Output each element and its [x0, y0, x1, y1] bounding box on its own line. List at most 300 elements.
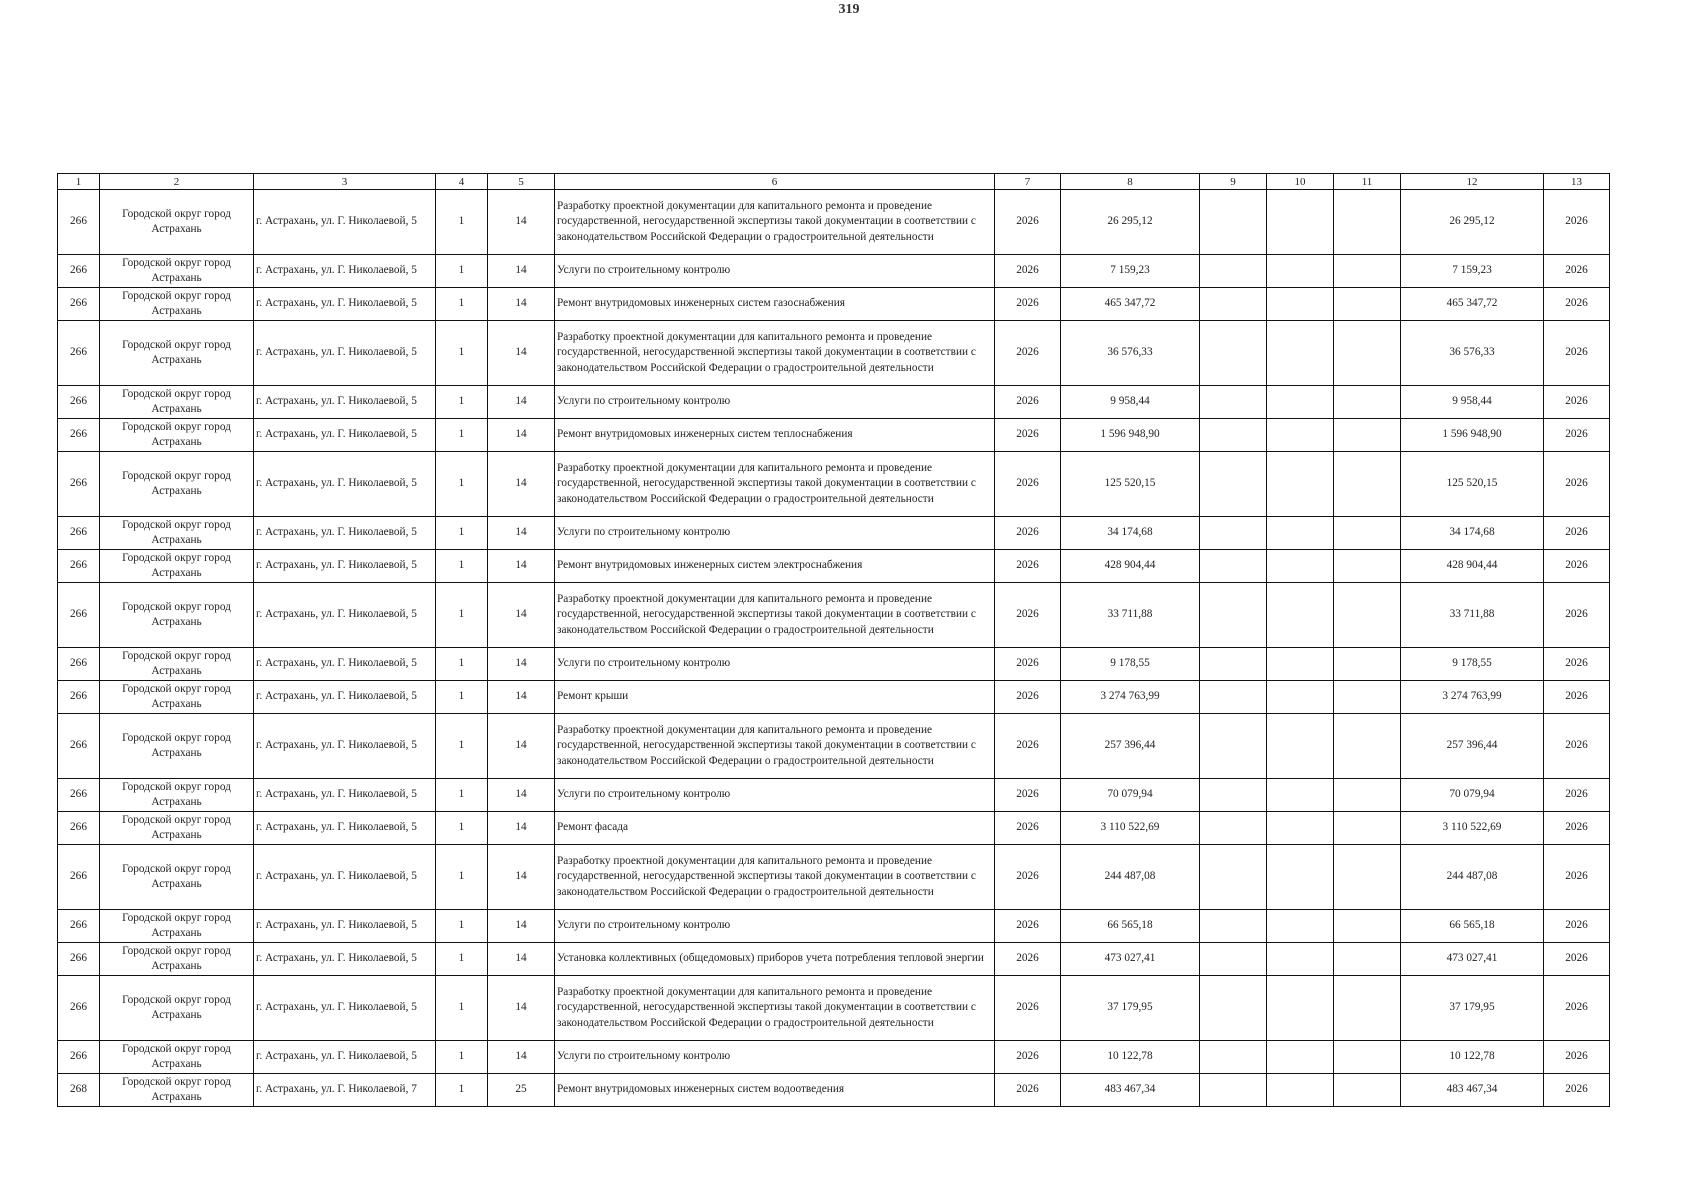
completion-year-cell: 2026	[1544, 943, 1610, 976]
col5-cell: 14	[488, 255, 555, 288]
work-type-cell: Услуги по строительному контролю	[555, 1041, 995, 1074]
row-number: 266	[58, 812, 100, 845]
column-number-1: 1	[58, 174, 100, 190]
col5-cell: 14	[488, 550, 555, 583]
cost-cell: 257 396,44	[1061, 714, 1200, 779]
year-cell: 2026	[995, 1074, 1061, 1107]
municipality-cell: Городской округ город Астрахань	[100, 190, 254, 255]
col11-cell	[1334, 648, 1401, 681]
cost-cell: 1 596 948,90	[1061, 419, 1200, 452]
col11-cell	[1334, 910, 1401, 943]
col4-cell: 1	[436, 288, 488, 321]
col5-cell: 25	[488, 1074, 555, 1107]
col5-cell: 14	[488, 517, 555, 550]
municipality-cell: Городской округ город Астрахань	[100, 943, 254, 976]
col5-cell: 14	[488, 845, 555, 910]
table-row	[58, 1074, 1610, 1107]
year-cell: 2026	[995, 976, 1061, 1041]
municipality-cell: Городской округ город Астрахань	[100, 288, 254, 321]
col4-cell: 1	[436, 419, 488, 452]
completion-year-cell: 2026	[1544, 976, 1610, 1041]
table-body	[58, 190, 1610, 1107]
col10-cell	[1267, 910, 1334, 943]
table-row	[58, 812, 1610, 845]
col4-cell: 1	[436, 976, 488, 1041]
municipality-cell: Городской округ город Астрахань	[100, 1074, 254, 1107]
municipality-cell: Городской округ город Астрахань	[100, 255, 254, 288]
cost-cell: 465 347,72	[1061, 288, 1200, 321]
col9-cell	[1200, 1074, 1267, 1107]
col11-cell	[1334, 386, 1401, 419]
col10-cell	[1267, 583, 1334, 648]
total-cost-cell: 34 174,68	[1401, 517, 1544, 550]
col4-cell: 1	[436, 452, 488, 517]
column-number-4: 4	[436, 174, 488, 190]
col11-cell	[1334, 288, 1401, 321]
year-cell: 2026	[995, 255, 1061, 288]
table-row	[58, 648, 1610, 681]
municipality-cell: Городской округ город Астрахань	[100, 910, 254, 943]
completion-year-cell: 2026	[1544, 550, 1610, 583]
completion-year-cell: 2026	[1544, 321, 1610, 386]
col9-cell	[1200, 452, 1267, 517]
completion-year-cell: 2026	[1544, 1074, 1610, 1107]
row-number: 268	[58, 1074, 100, 1107]
col9-cell	[1200, 812, 1267, 845]
col10-cell	[1267, 550, 1334, 583]
col10-cell	[1267, 288, 1334, 321]
col10-cell	[1267, 386, 1334, 419]
col5-cell: 14	[488, 648, 555, 681]
work-type-cell: Разработку проектной документации для капитального ремонта и проведение государственной, негосударственной экспертизы такой документации в соответствии с законодательством Российской Федерации о градостроительной деятельности	[555, 976, 995, 1041]
work-type-cell: Разработку проектной документации для капитального ремонта и проведение государственной, негосударственной экспертизы такой документации в соответствии с законодательством Российской Федерации о градостроительной деятельности	[555, 452, 995, 517]
table-row	[58, 452, 1610, 517]
address-cell: г. Астрахань, ул. Г. Николаевой, 5	[254, 288, 436, 321]
col9-cell	[1200, 288, 1267, 321]
row-number: 266	[58, 517, 100, 550]
col10-cell	[1267, 648, 1334, 681]
col10-cell	[1267, 1041, 1334, 1074]
work-type-cell: Услуги по строительному контролю	[555, 255, 995, 288]
row-number: 266	[58, 288, 100, 321]
col5-cell: 14	[488, 452, 555, 517]
col11-cell	[1334, 714, 1401, 779]
completion-year-cell: 2026	[1544, 288, 1610, 321]
completion-year-cell: 2026	[1544, 517, 1610, 550]
col10-cell	[1267, 255, 1334, 288]
address-cell: г. Астрахань, ул. Г. Николаевой, 5	[254, 943, 436, 976]
col5-cell: 14	[488, 681, 555, 714]
year-cell: 2026	[995, 648, 1061, 681]
work-type-cell: Разработку проектной документации для капитального ремонта и проведение государственной, негосударственной экспертизы такой документации в соответствии с законодательством Российской Федерации о градостроительной деятельности	[555, 321, 995, 386]
municipality-cell: Городской округ город Астрахань	[100, 583, 254, 648]
address-cell: г. Астрахань, ул. Г. Николаевой, 5	[254, 812, 436, 845]
municipality-cell: Городской округ город Астрахань	[100, 386, 254, 419]
table-row	[58, 910, 1610, 943]
page-number: 319	[838, 2, 860, 17]
col5-cell: 14	[488, 288, 555, 321]
col4-cell: 1	[436, 943, 488, 976]
work-type-cell: Услуги по строительному контролю	[555, 779, 995, 812]
col11-cell	[1334, 845, 1401, 910]
cost-cell: 26 295,12	[1061, 190, 1200, 255]
cost-cell: 34 174,68	[1061, 517, 1200, 550]
table-row	[58, 779, 1610, 812]
year-cell: 2026	[995, 190, 1061, 255]
col5-cell: 14	[488, 779, 555, 812]
work-type-cell: Услуги по строительному контролю	[555, 910, 995, 943]
completion-year-cell: 2026	[1544, 845, 1610, 910]
address-cell: г. Астрахань, ул. Г. Николаевой, 5	[254, 910, 436, 943]
year-cell: 2026	[995, 452, 1061, 517]
cost-cell: 428 904,44	[1061, 550, 1200, 583]
cost-cell: 37 179,95	[1061, 976, 1200, 1041]
col4-cell: 1	[436, 190, 488, 255]
work-type-cell: Ремонт внутридомовых инженерных систем газоснабжения	[555, 288, 995, 321]
table-row	[58, 386, 1610, 419]
col11-cell	[1334, 550, 1401, 583]
col4-cell: 1	[436, 1074, 488, 1107]
col5-cell: 14	[488, 943, 555, 976]
address-cell: г. Астрахань, ул. Г. Николаевой, 5	[254, 419, 436, 452]
table-row	[58, 517, 1610, 550]
row-number: 266	[58, 648, 100, 681]
col10-cell	[1267, 976, 1334, 1041]
work-type-cell: Установка коллективных (общедомовых) приборов учета потребления тепловой энергии	[555, 943, 995, 976]
table-row	[58, 550, 1610, 583]
completion-year-cell: 2026	[1544, 648, 1610, 681]
address-cell: г. Астрахань, ул. Г. Николаевой, 5	[254, 779, 436, 812]
table-row	[58, 321, 1610, 386]
address-cell: г. Астрахань, ул. Г. Николаевой, 5	[254, 845, 436, 910]
row-number: 266	[58, 452, 100, 517]
address-cell: г. Астрахань, ул. Г. Николаевой, 5	[254, 583, 436, 648]
municipality-cell: Городской округ город Астрахань	[100, 321, 254, 386]
row-number: 266	[58, 681, 100, 714]
col10-cell	[1267, 190, 1334, 255]
work-type-cell: Услуги по строительному контролю	[555, 648, 995, 681]
col4-cell: 1	[436, 910, 488, 943]
col11-cell	[1334, 976, 1401, 1041]
col9-cell	[1200, 648, 1267, 681]
municipality-cell: Городской округ город Астрахань	[100, 419, 254, 452]
year-cell: 2026	[995, 419, 1061, 452]
total-cost-cell: 3 274 763,99	[1401, 681, 1544, 714]
col11-cell	[1334, 419, 1401, 452]
col5-cell: 14	[488, 419, 555, 452]
total-cost-cell: 37 179,95	[1401, 976, 1544, 1041]
col9-cell	[1200, 550, 1267, 583]
completion-year-cell: 2026	[1544, 386, 1610, 419]
col11-cell	[1334, 812, 1401, 845]
col4-cell: 1	[436, 386, 488, 419]
work-type-cell: Услуги по строительному контролю	[555, 386, 995, 419]
table-row	[58, 943, 1610, 976]
table-row	[58, 681, 1610, 714]
column-number-13: 13	[1544, 174, 1610, 190]
year-cell: 2026	[995, 288, 1061, 321]
address-cell: г. Астрахань, ул. Г. Николаевой, 5	[254, 648, 436, 681]
work-type-cell: Разработку проектной документации для капитального ремонта и проведение государственной, негосударственной экспертизы такой документации в соответствии с законодательством Российской Федерации о градостроительной деятельности	[555, 583, 995, 648]
cost-cell: 244 487,08	[1061, 845, 1200, 910]
year-cell: 2026	[995, 910, 1061, 943]
total-cost-cell: 244 487,08	[1401, 845, 1544, 910]
row-number: 266	[58, 976, 100, 1041]
row-number: 266	[58, 419, 100, 452]
col9-cell	[1200, 386, 1267, 419]
table-row	[58, 255, 1610, 288]
table-row	[58, 845, 1610, 910]
year-cell: 2026	[995, 550, 1061, 583]
col10-cell	[1267, 321, 1334, 386]
total-cost-cell: 66 565,18	[1401, 910, 1544, 943]
total-cost-cell: 7 159,23	[1401, 255, 1544, 288]
work-type-cell: Ремонт внутридомовых инженерных систем электроснабжения	[555, 550, 995, 583]
col11-cell	[1334, 779, 1401, 812]
year-cell: 2026	[995, 845, 1061, 910]
municipality-cell: Городской округ город Астрахань	[100, 452, 254, 517]
cost-cell: 33 711,88	[1061, 583, 1200, 648]
col5-cell: 14	[488, 583, 555, 648]
municipality-cell: Городской округ город Астрахань	[100, 550, 254, 583]
cost-cell: 9 958,44	[1061, 386, 1200, 419]
row-number: 266	[58, 910, 100, 943]
row-number: 266	[58, 550, 100, 583]
col9-cell	[1200, 714, 1267, 779]
col9-cell	[1200, 419, 1267, 452]
cost-cell: 9 178,55	[1061, 648, 1200, 681]
year-cell: 2026	[995, 1041, 1061, 1074]
completion-year-cell: 2026	[1544, 419, 1610, 452]
col10-cell	[1267, 1074, 1334, 1107]
municipality-cell: Городской округ город Астрахань	[100, 517, 254, 550]
completion-year-cell: 2026	[1544, 714, 1610, 779]
col4-cell: 1	[436, 779, 488, 812]
table-row	[58, 288, 1610, 321]
total-cost-cell: 10 122,78	[1401, 1041, 1544, 1074]
year-cell: 2026	[995, 812, 1061, 845]
col9-cell	[1200, 681, 1267, 714]
total-cost-cell: 125 520,15	[1401, 452, 1544, 517]
year-cell: 2026	[995, 779, 1061, 812]
column-number-8: 8	[1061, 174, 1200, 190]
col10-cell	[1267, 681, 1334, 714]
cost-cell: 3 274 763,99	[1061, 681, 1200, 714]
year-cell: 2026	[995, 321, 1061, 386]
total-cost-cell: 483 467,34	[1401, 1074, 1544, 1107]
col9-cell	[1200, 910, 1267, 943]
cost-cell: 3 110 522,69	[1061, 812, 1200, 845]
cost-cell: 483 467,34	[1061, 1074, 1200, 1107]
col5-cell: 14	[488, 812, 555, 845]
work-type-cell: Ремонт фасада	[555, 812, 995, 845]
total-cost-cell: 9 178,55	[1401, 648, 1544, 681]
row-number: 266	[58, 943, 100, 976]
address-cell: г. Астрахань, ул. Г. Николаевой, 5	[254, 190, 436, 255]
completion-year-cell: 2026	[1544, 910, 1610, 943]
col5-cell: 14	[488, 714, 555, 779]
year-cell: 2026	[995, 943, 1061, 976]
row-number: 266	[58, 386, 100, 419]
col9-cell	[1200, 517, 1267, 550]
col11-cell	[1334, 517, 1401, 550]
col10-cell	[1267, 714, 1334, 779]
completion-year-cell: 2026	[1544, 681, 1610, 714]
address-cell: г. Астрахань, ул. Г. Николаевой, 5	[254, 714, 436, 779]
row-number: 266	[58, 321, 100, 386]
work-type-cell: Ремонт внутридомовых инженерных систем теплоснабжения	[555, 419, 995, 452]
column-number-9: 9	[1200, 174, 1267, 190]
total-cost-cell: 26 295,12	[1401, 190, 1544, 255]
col9-cell	[1200, 190, 1267, 255]
work-type-cell: Разработку проектной документации для капитального ремонта и проведение государственной, негосударственной экспертизы такой документации в соответствии с законодательством Российской Федерации о градостроительной деятельности	[555, 714, 995, 779]
col11-cell	[1334, 1074, 1401, 1107]
col11-cell	[1334, 583, 1401, 648]
column-number-12: 12	[1401, 174, 1544, 190]
col4-cell: 1	[436, 648, 488, 681]
row-number: 266	[58, 714, 100, 779]
col4-cell: 1	[436, 583, 488, 648]
table-row	[58, 714, 1610, 779]
col11-cell	[1334, 943, 1401, 976]
address-cell: г. Астрахань, ул. Г. Николаевой, 5	[254, 386, 436, 419]
cost-cell: 36 576,33	[1061, 321, 1200, 386]
cost-cell: 10 122,78	[1061, 1041, 1200, 1074]
address-cell: г. Астрахань, ул. Г. Николаевой, 5	[254, 321, 436, 386]
col4-cell: 1	[436, 812, 488, 845]
municipality-cell: Городской округ город Астрахань	[100, 714, 254, 779]
completion-year-cell: 2026	[1544, 255, 1610, 288]
year-cell: 2026	[995, 681, 1061, 714]
col11-cell	[1334, 681, 1401, 714]
col11-cell	[1334, 190, 1401, 255]
total-cost-cell: 1 596 948,90	[1401, 419, 1544, 452]
cost-cell: 125 520,15	[1061, 452, 1200, 517]
completion-year-cell: 2026	[1544, 452, 1610, 517]
col10-cell	[1267, 943, 1334, 976]
cost-cell: 7 159,23	[1061, 255, 1200, 288]
col9-cell	[1200, 779, 1267, 812]
address-cell: г. Астрахань, ул. Г. Николаевой, 5	[254, 255, 436, 288]
col10-cell	[1267, 419, 1334, 452]
col5-cell: 14	[488, 386, 555, 419]
year-cell: 2026	[995, 583, 1061, 648]
column-number-3: 3	[254, 174, 436, 190]
col5-cell: 14	[488, 1041, 555, 1074]
col5-cell: 14	[488, 190, 555, 255]
address-cell: г. Астрахань, ул. Г. Николаевой, 5	[254, 976, 436, 1041]
col11-cell	[1334, 452, 1401, 517]
col4-cell: 1	[436, 681, 488, 714]
col10-cell	[1267, 845, 1334, 910]
col11-cell	[1334, 1041, 1401, 1074]
column-number-10: 10	[1267, 174, 1334, 190]
total-cost-cell: 70 079,94	[1401, 779, 1544, 812]
col9-cell	[1200, 976, 1267, 1041]
column-number-2: 2	[100, 174, 254, 190]
total-cost-cell: 257 396,44	[1401, 714, 1544, 779]
completion-year-cell: 2026	[1544, 812, 1610, 845]
total-cost-cell: 33 711,88	[1401, 583, 1544, 648]
year-cell: 2026	[995, 386, 1061, 419]
column-number-5: 5	[488, 174, 555, 190]
year-cell: 2026	[995, 714, 1061, 779]
table-row	[58, 190, 1610, 255]
col9-cell	[1200, 255, 1267, 288]
col4-cell: 1	[436, 550, 488, 583]
completion-year-cell: 2026	[1544, 779, 1610, 812]
total-cost-cell: 428 904,44	[1401, 550, 1544, 583]
address-cell: г. Астрахань, ул. Г. Николаевой, 5	[254, 550, 436, 583]
cost-cell: 66 565,18	[1061, 910, 1200, 943]
address-cell: г. Астрахань, ул. Г. Николаевой, 7	[254, 1074, 436, 1107]
work-type-cell: Разработку проектной документации для капитального ремонта и проведение государственной, негосударственной экспертизы такой документации в соответствии с законодательством Российской Федерации о градостроительной деятельности	[555, 190, 995, 255]
col10-cell	[1267, 452, 1334, 517]
total-cost-cell: 36 576,33	[1401, 321, 1544, 386]
row-number: 266	[58, 1041, 100, 1074]
municipality-cell: Городской округ город Астрахань	[100, 648, 254, 681]
work-type-cell: Разработку проектной документации для капитального ремонта и проведение государственной, негосударственной экспертизы такой документации в соответствии с законодательством Российской Федерации о градостроительной деятельности	[555, 845, 995, 910]
table-row	[58, 1041, 1610, 1074]
address-cell: г. Астрахань, ул. Г. Николаевой, 5	[254, 1041, 436, 1074]
col10-cell	[1267, 779, 1334, 812]
address-cell: г. Астрахань, ул. Г. Николаевой, 5	[254, 681, 436, 714]
col4-cell: 1	[436, 321, 488, 386]
work-type-cell: Ремонт крыши	[555, 681, 995, 714]
col5-cell: 14	[488, 976, 555, 1041]
col9-cell	[1200, 583, 1267, 648]
cost-cell: 70 079,94	[1061, 779, 1200, 812]
completion-year-cell: 2026	[1544, 583, 1610, 648]
municipality-cell: Городской округ город Астрахань	[100, 1041, 254, 1074]
col4-cell: 1	[436, 714, 488, 779]
col11-cell	[1334, 321, 1401, 386]
total-cost-cell: 9 958,44	[1401, 386, 1544, 419]
work-type-cell: Услуги по строительному контролю	[555, 517, 995, 550]
table-header-row	[58, 174, 1610, 190]
col9-cell	[1200, 943, 1267, 976]
column-number-7: 7	[995, 174, 1061, 190]
row-number: 266	[58, 583, 100, 648]
column-number-11: 11	[1334, 174, 1401, 190]
address-cell: г. Астрахань, ул. Г. Николаевой, 5	[254, 452, 436, 517]
col5-cell: 14	[488, 321, 555, 386]
year-cell: 2026	[995, 517, 1061, 550]
total-cost-cell: 473 027,41	[1401, 943, 1544, 976]
col5-cell: 14	[488, 910, 555, 943]
completion-year-cell: 2026	[1544, 1041, 1610, 1074]
work-type-cell: Ремонт внутридомовых инженерных систем водоотведения	[555, 1074, 995, 1107]
col4-cell: 1	[436, 517, 488, 550]
col4-cell: 1	[436, 255, 488, 288]
col10-cell	[1267, 812, 1334, 845]
table-row	[58, 976, 1610, 1041]
table-row	[58, 419, 1610, 452]
municipality-cell: Городской округ город Астрахань	[100, 779, 254, 812]
cost-cell: 473 027,41	[1061, 943, 1200, 976]
repair-program-table	[57, 173, 1610, 1107]
col4-cell: 1	[436, 1041, 488, 1074]
municipality-cell: Городской округ город Астрахань	[100, 812, 254, 845]
municipality-cell: Городской округ город Астрахань	[100, 976, 254, 1041]
col9-cell	[1200, 321, 1267, 386]
total-cost-cell: 465 347,72	[1401, 288, 1544, 321]
col9-cell	[1200, 845, 1267, 910]
column-number-6: 6	[555, 174, 995, 190]
total-cost-cell: 3 110 522,69	[1401, 812, 1544, 845]
row-number: 266	[58, 190, 100, 255]
table-row	[58, 583, 1610, 648]
